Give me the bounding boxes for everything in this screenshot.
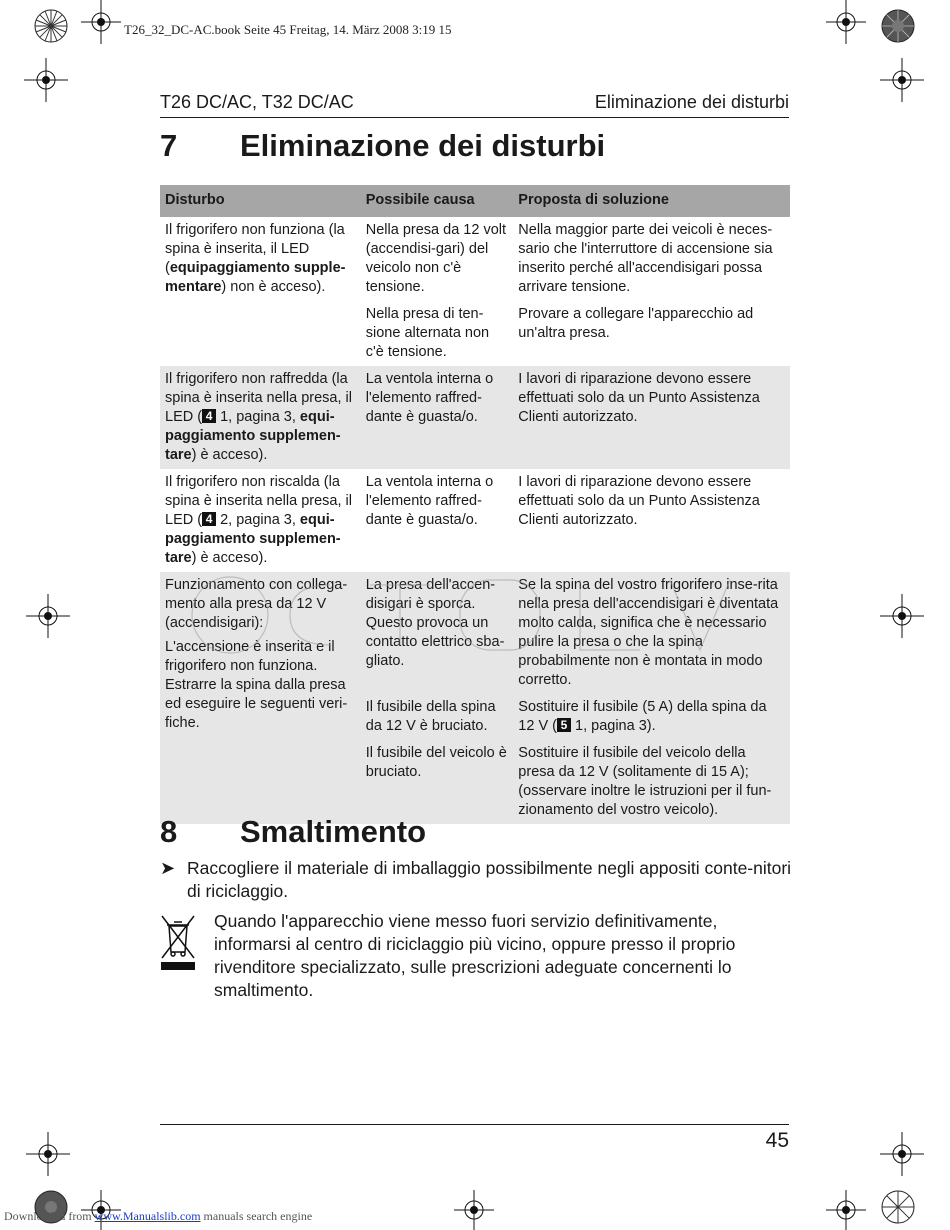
section-title: Smaltimento xyxy=(240,814,427,849)
solution-cell: Nella maggior parte dei veicoli è neces-sario che l'interruttore di accensione sia inserito perché all'accendisigari possa arrivare tensione. xyxy=(518,222,773,295)
crosshair-registration-icon xyxy=(24,58,68,102)
figure-ref-badge: 4 xyxy=(202,512,216,526)
crosshair-registration-icon xyxy=(880,594,924,638)
cause-cell: Nella presa da 12 volt (accendisi-gari) del veicolo non c'è tensione. xyxy=(365,222,507,295)
figure-ref-badge: 4 xyxy=(202,409,216,423)
page-number: 45 xyxy=(765,1129,789,1152)
manualslib-link[interactable]: www.Manualslib.com xyxy=(94,1209,201,1223)
table-row xyxy=(160,469,790,572)
crosshair-registration-icon xyxy=(880,58,924,102)
color-wheel-icon xyxy=(33,8,69,44)
disturbo-cell: Il frigorifero non raffredda (la spina è inserita nella presa, il LED ( 4 1, pagina 3, equi-paggiamento supplemen-tare) è acceso). xyxy=(160,366,361,469)
cause-cell: Il fusibile del veicolo è bruciato. xyxy=(361,740,514,824)
solution-cell: Provare a collegare l'apparecchio ad un'altra presa. xyxy=(518,306,754,341)
download-footer: Downloaded from www.Manualslib.com manuals search engine xyxy=(4,1209,313,1223)
crosshair-registration-icon xyxy=(81,0,121,44)
disturbo-cell: Funzionamento con collega-mento alla presa da 12 V (accendisigari): L'accensione è inserita e il frigorifero non funziona. Estrarre la spina dalla presa ed eseguire le seguenti veri-fiche. xyxy=(160,572,361,824)
footer-rule xyxy=(160,1124,789,1125)
header-rule xyxy=(160,117,789,118)
section-number: 7 xyxy=(160,128,178,163)
solution-cell: Se la spina del vostro frigorifero inse-rita nella presa dell'accendisigari è diventata molto calda, significa che è necessario pulire la presa o che la spina probabilmente non è montata in modo corretto. xyxy=(513,572,790,694)
cause-cell: Il fusibile della spina da 12 V è bruciato. xyxy=(361,694,514,740)
crosshair-registration-icon xyxy=(26,1132,70,1176)
section-title: Eliminazione dei disturbi xyxy=(240,128,606,163)
disturbo-cell: Il frigorifero non funziona (la spina è inserita, il LED (equipaggiamento supple-mentare) non è acceso). xyxy=(165,222,346,295)
crosshair-registration-icon xyxy=(26,594,70,638)
disturbo-cell: Il frigorifero non riscalda (la spina è inserita nella presa, il LED ( 4 2, pagina 3, equi-paggiamento supplemen-tare) è acceso). xyxy=(165,474,352,566)
figure-ref-badge: 5 xyxy=(557,718,571,732)
solution-cell: I lavori di riparazione devono essere effettuati solo da un Punto Assistenza Clienti autorizzato. xyxy=(518,474,760,528)
bullet-arrow-icon: ➤ xyxy=(160,858,176,878)
section-number: 8 xyxy=(160,814,178,849)
crosshair-registration-icon xyxy=(826,1190,866,1230)
crosshair-registration-icon xyxy=(880,1132,924,1176)
crosshair-registration-icon xyxy=(826,0,866,44)
column-header: Disturbo xyxy=(160,185,361,217)
solution-cell: I lavori di riparazione devono essere effettuati solo da un Punto Assistenza Clienti autorizzato. xyxy=(513,366,790,469)
header-model: T26 DC/AC, T32 DC/AC xyxy=(160,92,354,112)
disposal-instruction: Raccogliere il materiale di imballaggio possibilmente negli appositi conte-nitori di riciclaggio. xyxy=(187,858,792,901)
cause-cell: La presa dell'accen-disigari è sporca. Questo provoca un contatto elettrico sba-gliato. xyxy=(361,572,514,694)
table-header-row xyxy=(160,185,790,217)
table-row xyxy=(160,366,790,469)
cause-cell: La ventola interna o l'elemento raffred-dante è guasta/o. xyxy=(365,474,494,528)
color-wheel-icon xyxy=(880,1189,916,1225)
column-header: Proposta di soluzione xyxy=(513,185,790,217)
solution-cell: Sostituire il fusibile del veicolo della presa da 12 V (solitamente di 15 A); (osservare inoltre le istruzioni per il fun-zionamento del vostro veicolo). xyxy=(513,740,790,824)
table-row xyxy=(160,217,790,301)
crossed-bin-icon xyxy=(160,914,196,972)
watermark xyxy=(190,565,790,675)
crosshair-registration-icon xyxy=(454,1190,494,1230)
print-info: T26_32_DC-AC.book Seite 45 Freitag, 14. März 2008 3:19 15 xyxy=(124,22,452,37)
color-wheel-icon xyxy=(880,8,916,44)
disposal-weee-text: Quando l'apparecchio viene messo fuori servizio definitivamente, informarsi al centro di riciclaggio più vicino, oppure presso il proprio rivenditore specializzato, sulle prescrizioni adeguate concernenti lo smaltimento. xyxy=(214,911,736,1000)
column-header: Possibile causa xyxy=(361,185,514,217)
cause-cell: La ventola interna o l'elemento raffred-dante è guasta/o. xyxy=(361,366,514,469)
header-chapter: Eliminazione dei disturbi xyxy=(594,92,789,112)
cause-cell: Nella presa di ten-sione alternata non c'è tensione. xyxy=(365,306,490,360)
solution-cell: Sostituire il fusibile (5 A) della spina da 12 V ( 5 1, pagina 3). xyxy=(513,694,790,740)
troubleshooting-table xyxy=(160,185,790,824)
